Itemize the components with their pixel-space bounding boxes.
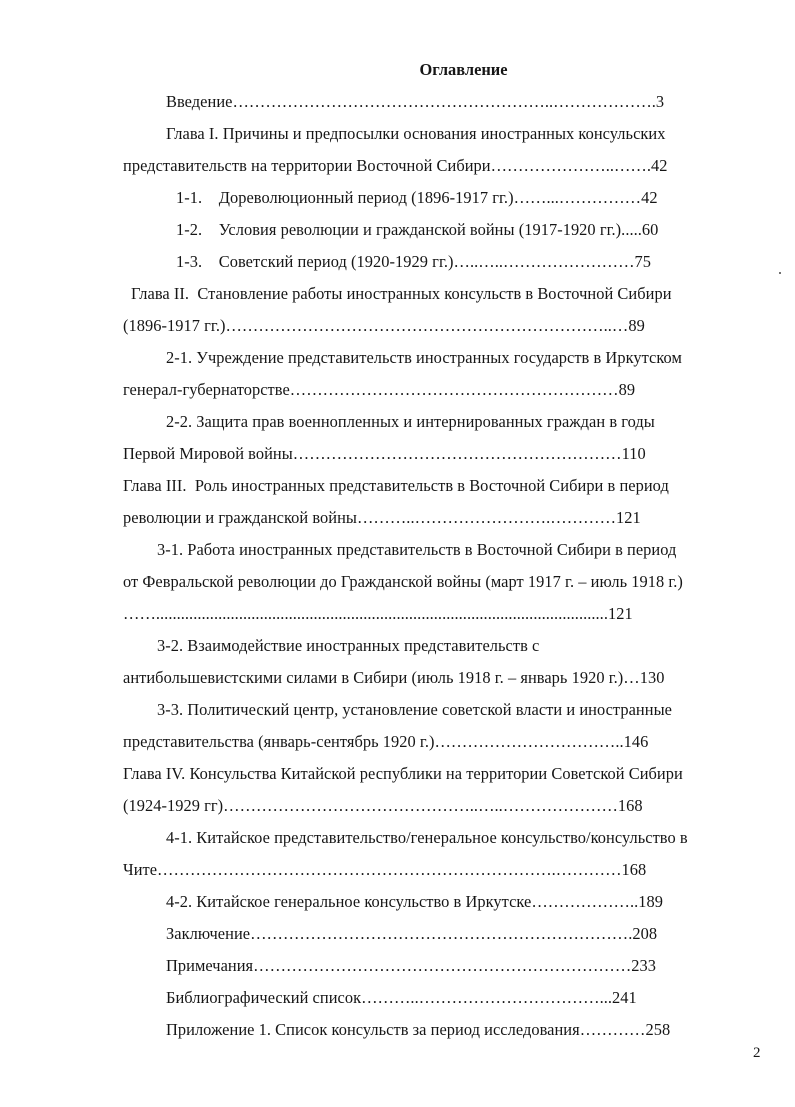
toc-entry-section-3-2: 3-2. Взаимодействие иностранных представительств с — [157, 636, 540, 655]
toc-entry-section-3-2-cont: антибольшевистскими силами в Сибири (июль 1918 г. – январь 1920 г.)…130 — [123, 668, 665, 687]
toc-entry-chapter-2: Глава II. Становление работы иностранных консульств в Восточной Сибири — [131, 284, 672, 303]
toc-entry-chapter-2-cont: (1896-1917 гг.)……………………………………………………………..…89 — [123, 316, 645, 335]
toc-entry-chapter-4-cont: (1924-1929 гг)………………………………………..…..…………………168 — [123, 796, 643, 815]
toc-entry-section-4-2: 4-2. Китайское генеральное консульство в Иркутске………………..189 — [166, 892, 663, 911]
toc-entry-section-4-1-cont: Чите……………………………………………………………….…………168 — [123, 860, 647, 879]
page-number: 2 — [753, 1045, 761, 1061]
toc-entry-section-3-3-cont: представительства (январь-сентябрь 1920 г.)……………………………..146 — [123, 732, 649, 751]
toc-entry-section-2-1: 2-1. Учреждение представительств иностранных государств в Иркутском — [166, 348, 682, 367]
toc-entry-section-1-2: 1-2. Условия революции и гражданской войны (1917-1920 гг.).....60 — [176, 220, 659, 239]
toc-entry-chapter-4: Глава IV. Консульства Китайской республики на территории Советской Сибири — [123, 764, 683, 783]
toc-entry-conclusion: Заключение…………………………………………………………….208 — [166, 924, 658, 943]
toc-entry-section-3-3: 3-3. Политический центр, установление советской власти и иностранные — [157, 700, 672, 719]
toc-entry-chapter-3-cont: революции и гражданской войны………..…………………….…………121 — [123, 508, 641, 527]
toc-entry-section-3-1-page: …….............................................................................................................121 — [123, 604, 633, 623]
toc-entry-section-3-1-cont: от Февральской революции до Гражданской войны (март 1917 г. – июль 1918 г.) — [123, 572, 683, 591]
toc-entry-section-1-3: 1-3. Советский период (1920-1929 гг.)…..…..……………………75 — [176, 252, 652, 271]
toc-entry-section-4-1: 4-1. Китайское представительство/генеральное консульство/консульство в — [166, 828, 688, 847]
toc-entry-chapter-1-cont: представительств на территории Восточной Сибири…………………..…….42 — [123, 156, 668, 175]
toc-entry-bibliography: Библиографический список………..……………………………...241 — [166, 988, 637, 1007]
toc-entry-chapter-1: Глава I. Причины и предпосылки основания иностранных консульских — [166, 124, 666, 143]
toc-entry-section-2-1-cont: генерал-губернаторстве……………………………………………………89 — [123, 380, 636, 399]
toc-entry-introduction: Введение…………………………………………………..……………….3 — [166, 92, 665, 111]
toc-entry-section-2-2: 2-2. Защита прав военнопленных и интернированных граждан в годы — [166, 412, 655, 431]
toc-entry-section-1-1: 1-1. Дореволюционный период (1896-1917 гг.)……...……………42 — [176, 188, 658, 207]
scan-speck — [779, 272, 781, 274]
toc-entry-section-3-1: 3-1. Работа иностранных представительств в Восточной Сибири в период — [157, 540, 677, 559]
toc-entry-notes: Примечания……………………………………………………………233 — [166, 956, 657, 975]
page-title: Оглавление — [419, 60, 508, 79]
toc-entry-section-2-2-cont: Первой Мировой войны……………………………………………………110 — [123, 444, 646, 463]
toc-entry-chapter-3: Глава III. Роль иностранных представительств в Восточной Сибири в период — [123, 476, 669, 495]
toc-entry-appendix-1: Приложение 1. Список консульств за период исследования…………258 — [166, 1020, 671, 1039]
